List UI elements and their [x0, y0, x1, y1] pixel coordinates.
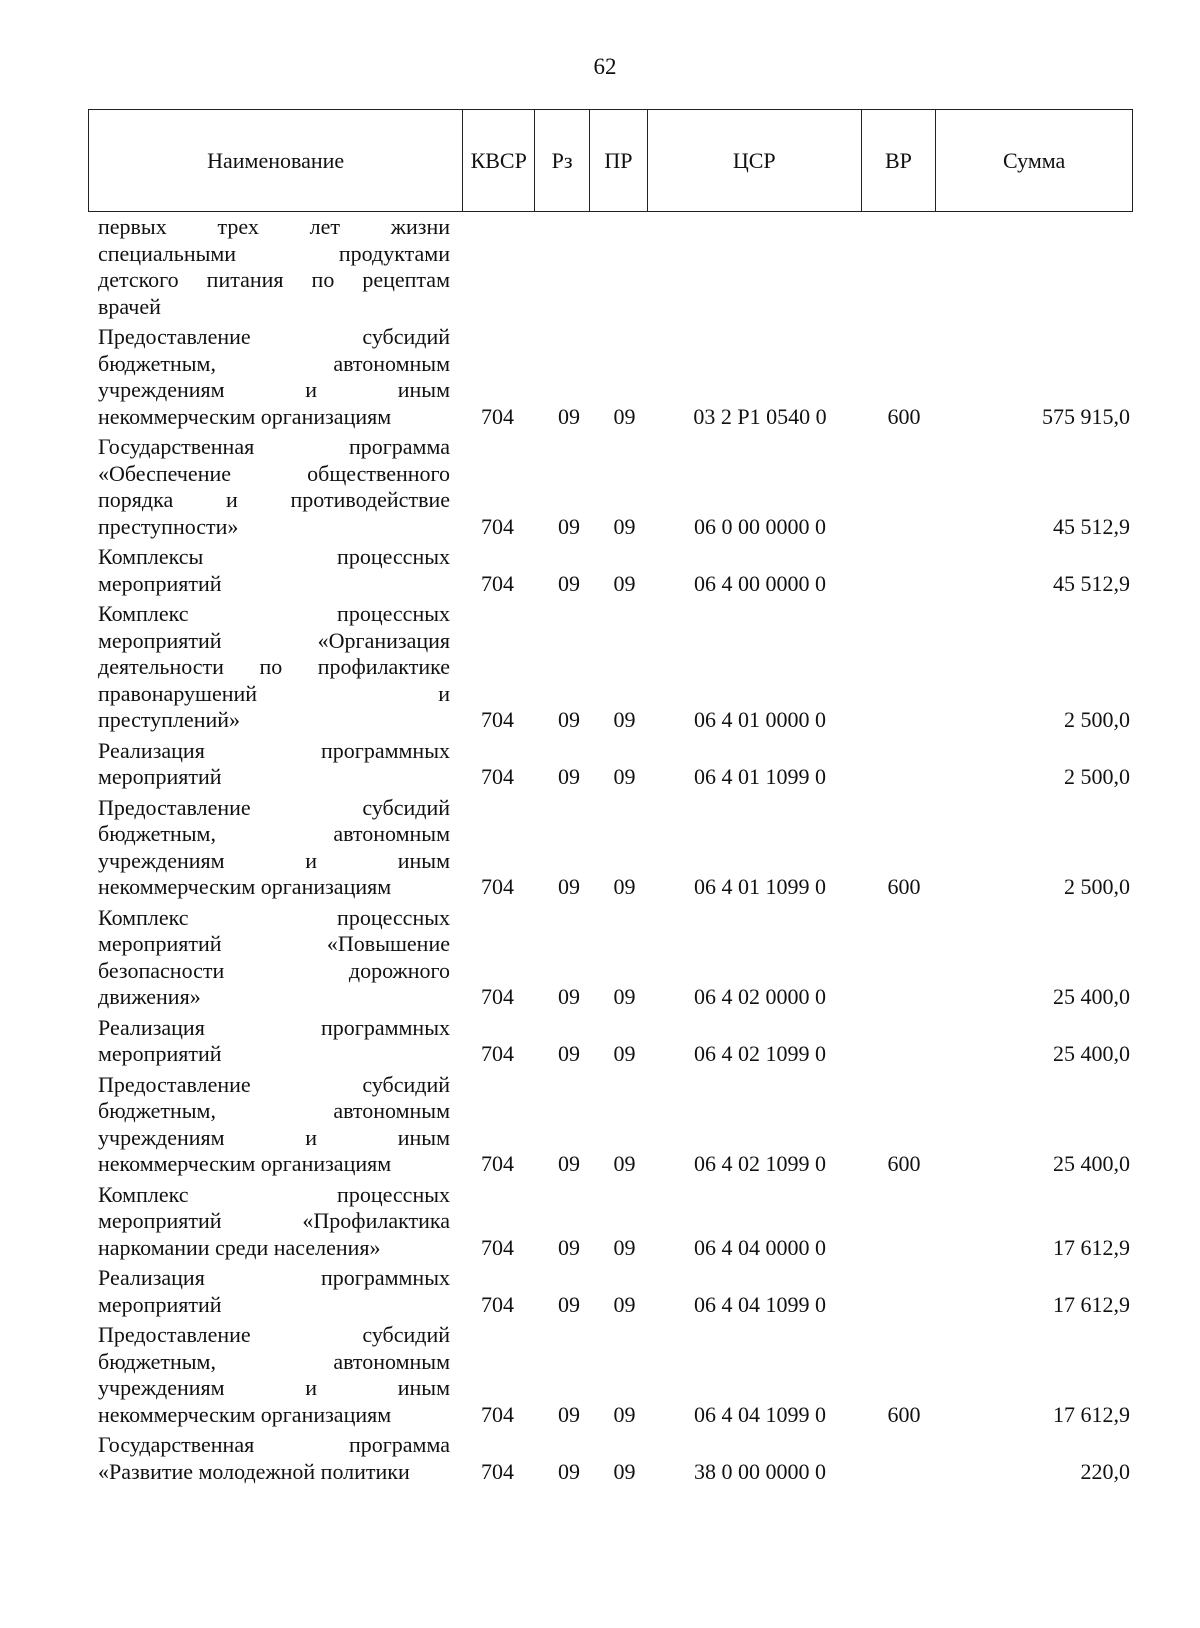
row-vr: 600: [887, 403, 921, 429]
row-csr: 06 4 00 0000 0: [694, 570, 826, 596]
table-row: [98, 544, 1130, 597]
row-name-line: первых трех лет жизни: [98, 214, 450, 239]
row-rz: 09: [558, 403, 580, 429]
row-name-line: Комплексы процессных: [98, 544, 450, 569]
header-vr: ВР: [862, 110, 937, 211]
row-name-line: Предоставление субсидий: [98, 1071, 450, 1097]
header-kvsr: КВСР: [463, 110, 535, 211]
row-name-line: специальными продуктами: [98, 240, 450, 266]
row-pr: 09: [613, 764, 636, 789]
row-csr: 06 4 02 1099 0: [694, 1041, 826, 1066]
row-kvsr: 704: [481, 1151, 514, 1176]
row-name: [98, 434, 450, 540]
row-name: [98, 1182, 450, 1262]
row-sum: 25 400,0: [1053, 1151, 1130, 1176]
row-kvsr: 704: [481, 984, 514, 1009]
row-sum: 17 612,9: [1053, 1234, 1130, 1260]
header-name: Наименование: [89, 110, 463, 211]
row-pr: 09: [613, 1401, 636, 1427]
row-sum: 25 400,0: [1053, 984, 1130, 1009]
row-rz: 09: [558, 1401, 580, 1427]
row-kvsr: 704: [481, 764, 514, 789]
row-name: [98, 1432, 450, 1485]
row-name: [98, 1265, 450, 1318]
row-name: [98, 738, 450, 791]
row-rz: 09: [558, 570, 580, 596]
table-row: [98, 434, 1130, 540]
table-row: [98, 1072, 1130, 1178]
table-row: [98, 1182, 1130, 1262]
row-pr: 09: [613, 1041, 636, 1066]
row-pr: 09: [613, 1151, 636, 1176]
row-name-line: некоммерческим организациям: [98, 874, 392, 899]
table-row: [98, 905, 1130, 1011]
row-csr: 06 4 04 0000 0: [694, 1234, 826, 1260]
table-row: [98, 324, 1130, 430]
row-name-line: наркомании среди населения»: [98, 1234, 381, 1260]
row-name-line: порядка и противодействие: [98, 487, 450, 512]
row-name: [98, 795, 450, 901]
row-name-line: Предоставление субсидий: [98, 794, 450, 820]
row-name-line: «Развитие молодежной политики: [98, 1458, 410, 1484]
header-sum: Сумма: [1003, 147, 1066, 173]
row-csr: 03 2 Р1 0540 0: [693, 403, 827, 429]
row-pr: 09: [613, 1234, 636, 1260]
row-name-line: мероприятий: [98, 764, 222, 789]
row-csr: 38 0 00 0000 0: [694, 1458, 826, 1484]
row-sum: 2 500,0: [1064, 874, 1130, 899]
header-rz: Рз: [535, 110, 590, 211]
row-name-line: учреждениям и иным: [98, 377, 450, 402]
row-kvsr: 704: [481, 1234, 514, 1260]
row-kvsr: 704: [481, 1458, 514, 1484]
row-kvsr: 704: [481, 403, 514, 429]
header-csr: ЦСР: [648, 110, 862, 211]
row-name-line: бюджетным, автономным: [98, 350, 450, 376]
row-csr: 06 4 04 1099 0: [694, 1291, 826, 1317]
row-name-line: учреждениям и иным: [98, 1375, 450, 1400]
row-rz: 09: [558, 513, 580, 539]
row-name-line: мероприятий: [98, 1041, 222, 1066]
row-name-line: движения»: [98, 984, 201, 1009]
row-name-line: бюджетным, автономным: [98, 821, 450, 846]
table-row: [98, 601, 1130, 734]
row-name-line: Комплекс процессных: [98, 1181, 450, 1207]
row-vr: 600: [887, 1151, 921, 1176]
row-kvsr: 704: [481, 513, 514, 539]
row-csr: 06 4 02 0000 0: [694, 984, 826, 1009]
row-pr: 09: [613, 570, 636, 596]
row-name-line: учреждениям и иным: [98, 847, 450, 873]
row-rz: 09: [558, 1041, 580, 1066]
row-sum: 2 500,0: [1064, 764, 1130, 789]
row-name-line: Реализация программных: [98, 1265, 450, 1290]
table-row: [98, 1432, 1130, 1485]
row-pr: 09: [613, 1458, 636, 1484]
row-name-line: мероприятий «Повышение: [98, 931, 450, 956]
row-vr: 600: [887, 874, 921, 899]
row-rz: 09: [558, 984, 580, 1009]
row-csr: 06 0 00 0000 0: [694, 513, 826, 539]
row-name: [98, 601, 450, 734]
row-name-line: преступности»: [98, 513, 239, 539]
row-name-line: некоммерческим организациям: [98, 1401, 392, 1427]
row-name-line: Комплекс процессных: [98, 601, 450, 626]
row-name-line: Предоставление субсидий: [98, 324, 450, 349]
row-name-line: деятельности по профилактике: [98, 654, 450, 679]
row-name-line: Государственная программа: [98, 434, 450, 459]
row-name-line: Государственная программа: [98, 1432, 450, 1457]
row-name-line: детского питания по рецептам: [98, 267, 450, 292]
row-sum: 45 512,9: [1053, 513, 1130, 539]
row-pr: 09: [613, 984, 636, 1009]
row-name: [98, 1015, 450, 1068]
row-csr: 06 4 02 1099 0: [694, 1151, 826, 1176]
row-name-line: врачей: [98, 293, 161, 319]
row-sum: 220,0: [1080, 1458, 1130, 1484]
row-kvsr: 704: [481, 1291, 514, 1317]
row-name: [98, 1072, 450, 1178]
row-name-line: мероприятий: [98, 1291, 222, 1317]
row-kvsr: 704: [481, 874, 514, 899]
row-pr: 09: [613, 874, 636, 899]
table-row: [98, 795, 1130, 901]
table-row: [98, 214, 1130, 320]
row-name-line: мероприятий «Организация: [98, 627, 450, 653]
row-name-line: некоммерческим организациям: [98, 1151, 392, 1176]
row-name-line: Реализация программных: [98, 1014, 450, 1040]
row-csr: 06 4 01 0000 0: [694, 707, 826, 732]
row-csr: 06 4 04 1099 0: [694, 1401, 826, 1427]
row-sum: 45 512,9: [1053, 570, 1130, 596]
row-name-line: Реализация программных: [98, 737, 450, 763]
table-header: [88, 109, 1133, 212]
table-row: [98, 1322, 1130, 1428]
row-sum: 575 915,0: [1042, 403, 1130, 429]
row-kvsr: 704: [481, 1401, 514, 1427]
row-vr: 600: [887, 1401, 921, 1427]
row-name-line: Предоставление субсидий: [98, 1322, 450, 1347]
row-kvsr: 704: [481, 1041, 514, 1066]
table-row: [98, 738, 1130, 791]
row-name-line: мероприятий: [98, 570, 222, 596]
row-name-line: некоммерческим организациям: [98, 403, 392, 429]
row-name: [98, 324, 450, 430]
row-name-line: бюджетным, автономным: [98, 1348, 450, 1374]
row-name: [98, 905, 450, 1011]
row-name: [98, 544, 450, 597]
row-pr: 09: [613, 513, 636, 539]
row-sum: 2 500,0: [1064, 707, 1130, 732]
row-name-line: «Обеспечение общественного: [98, 460, 450, 486]
row-name-line: бюджетным, автономным: [98, 1098, 450, 1123]
header-pr: ПР: [590, 110, 648, 211]
row-csr: 06 4 01 1099 0: [694, 874, 826, 899]
row-rz: 09: [558, 1291, 580, 1317]
row-sum: 25 400,0: [1053, 1041, 1130, 1066]
row-name-line: учреждениям и иным: [98, 1124, 450, 1150]
row-name: [98, 214, 450, 320]
row-rz: 09: [558, 707, 580, 732]
row-name-line: преступлений»: [98, 707, 241, 732]
row-name-line: правонарушений и: [98, 680, 450, 706]
table-body: [98, 214, 1130, 1489]
row-sum: 17 612,9: [1053, 1401, 1130, 1427]
row-rz: 09: [558, 1458, 580, 1484]
page-number: 62: [593, 54, 617, 79]
row-name: [98, 1322, 450, 1428]
row-rz: 09: [558, 874, 580, 899]
row-rz: 09: [558, 764, 580, 789]
row-rz: 09: [558, 1151, 580, 1176]
row-rz: 09: [558, 1234, 580, 1260]
table-row: [98, 1265, 1130, 1318]
row-kvsr: 704: [481, 570, 514, 596]
row-name-line: мероприятий «Профилактика: [98, 1208, 450, 1233]
row-csr: 06 4 01 1099 0: [694, 764, 826, 789]
row-pr: 09: [613, 1291, 636, 1317]
row-name-line: Комплекс процессных: [98, 904, 450, 930]
row-sum: 17 612,9: [1053, 1291, 1130, 1317]
table-row: [98, 1015, 1130, 1068]
row-pr: 09: [613, 707, 636, 732]
row-pr: 09: [613, 403, 636, 429]
row-name-line: безопасности дорожного: [98, 957, 450, 983]
row-kvsr: 704: [481, 707, 514, 732]
